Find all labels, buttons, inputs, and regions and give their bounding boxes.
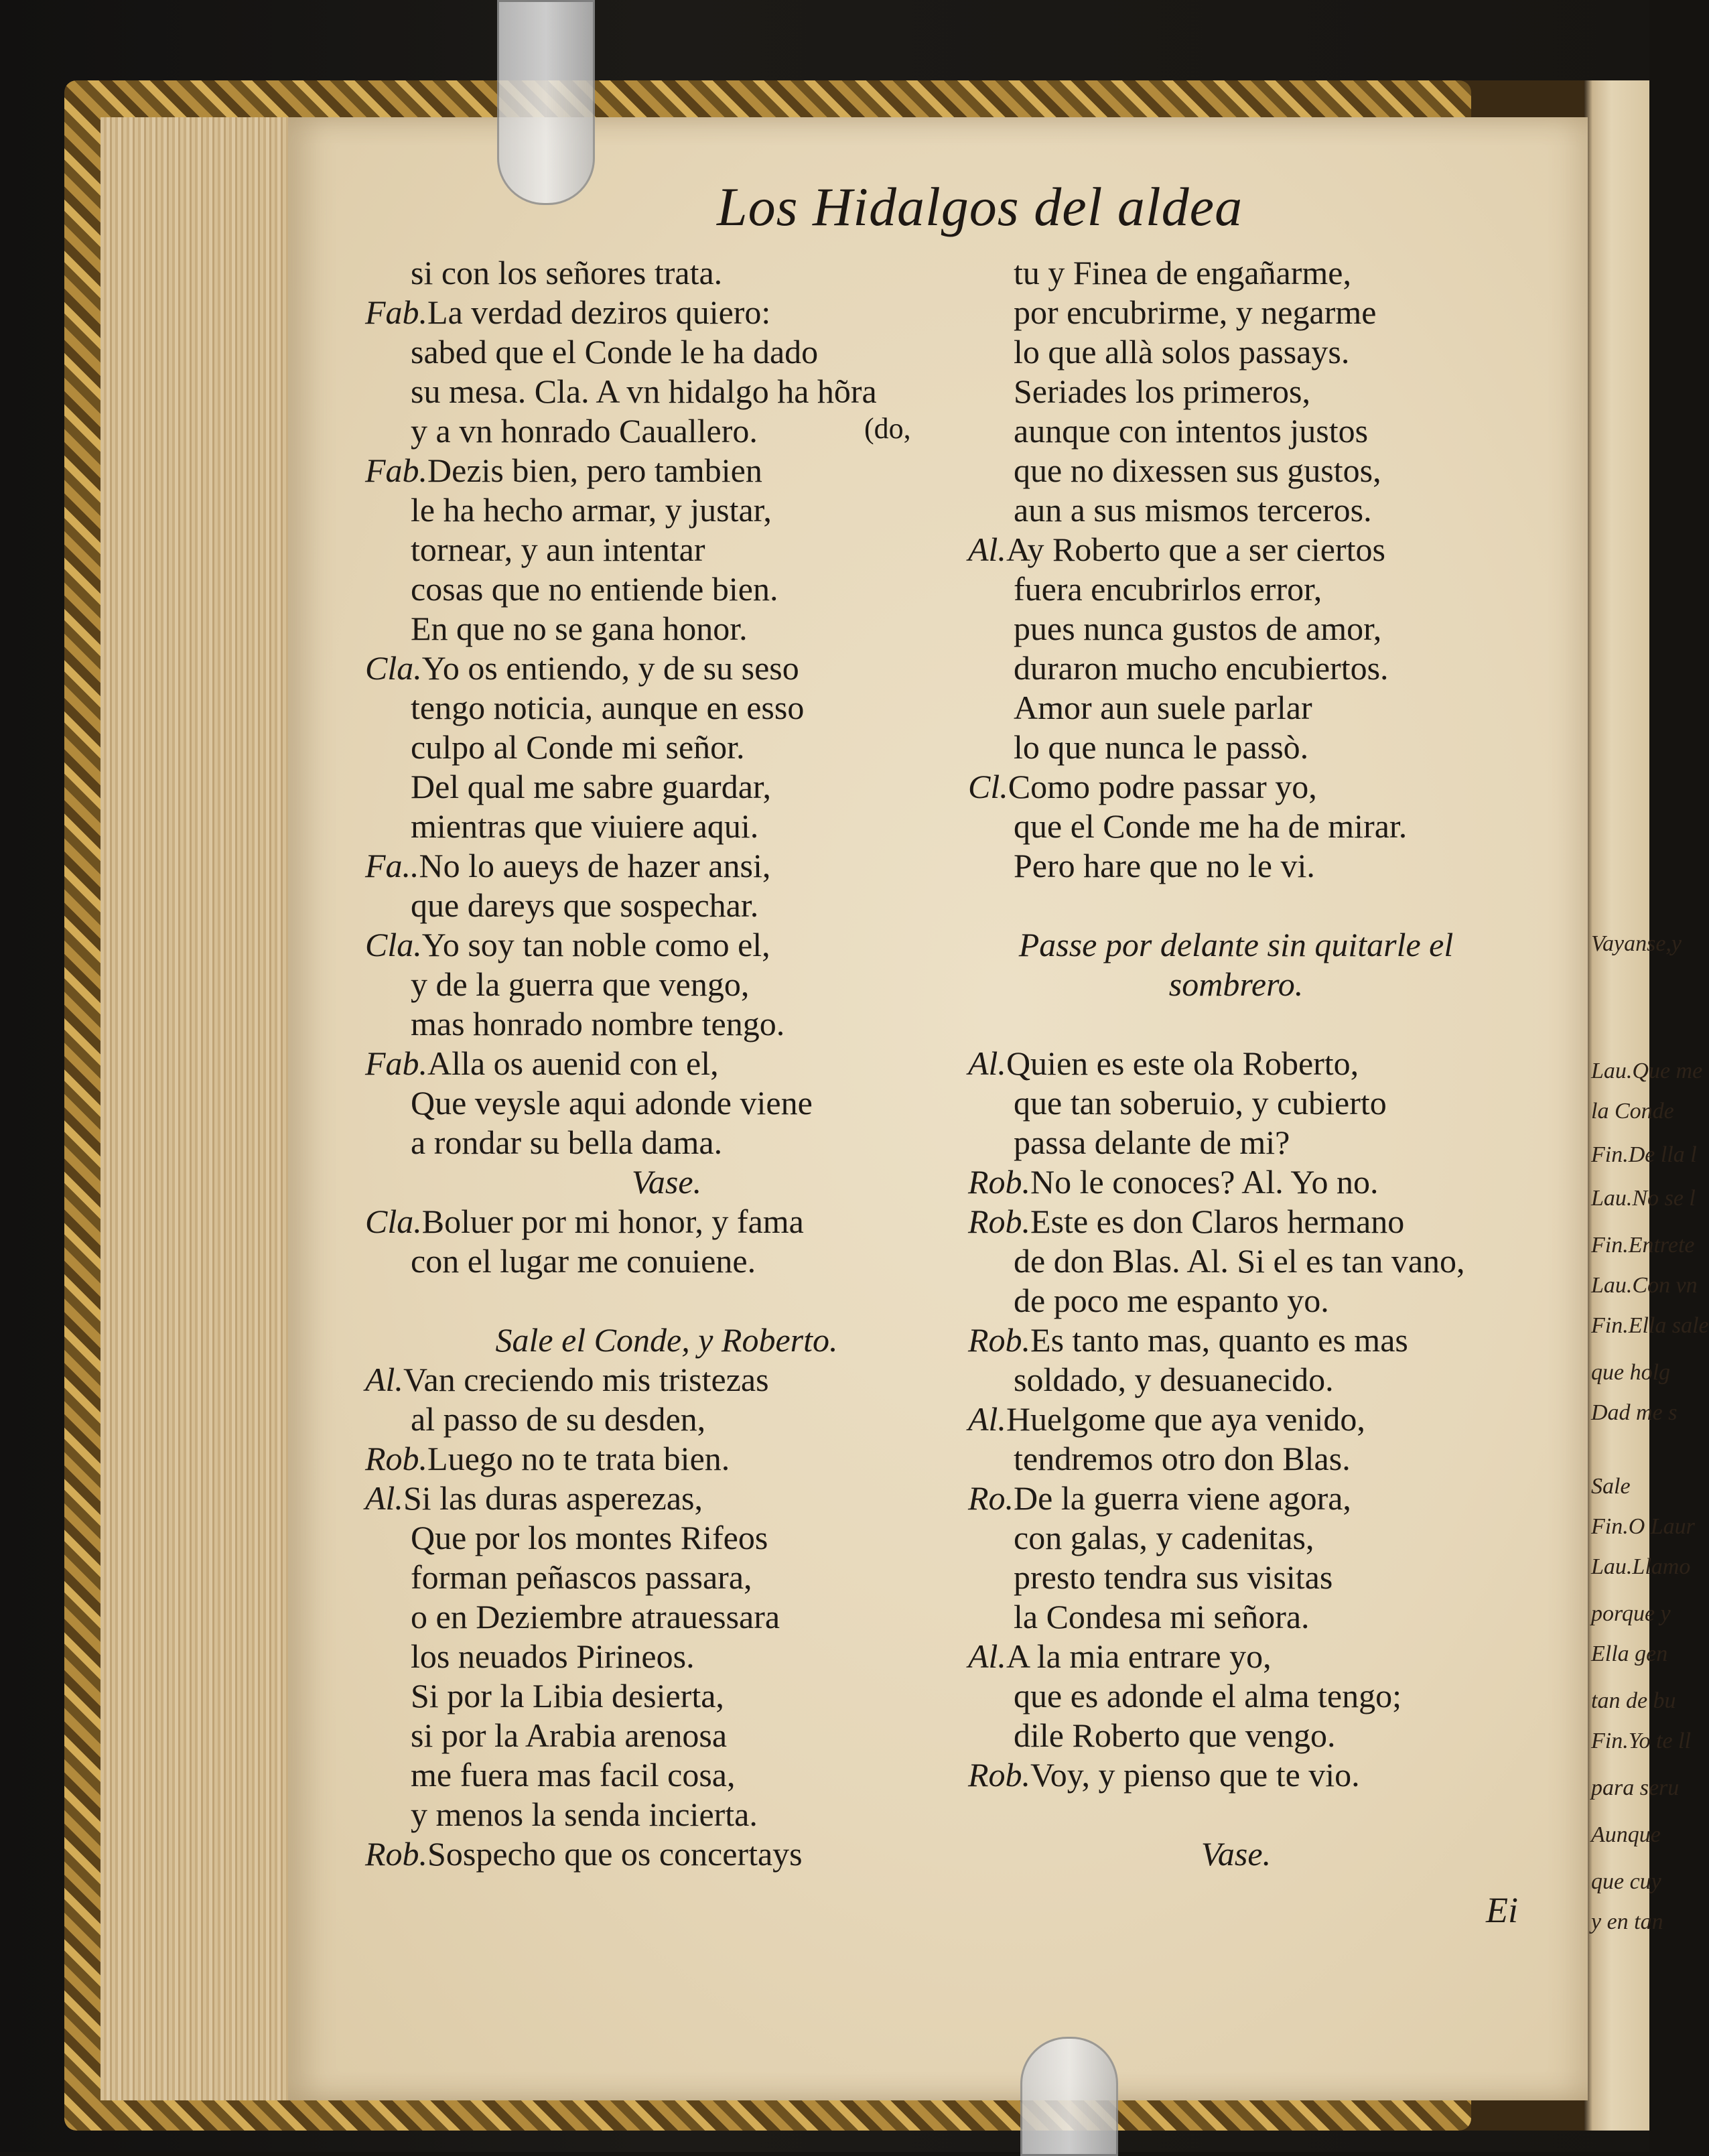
speaker-label: Al.	[365, 1479, 403, 1517]
next-page-fragment: Fin.Yo te ll	[1591, 1729, 1691, 1753]
speaker-label: Al.	[968, 1637, 1006, 1675]
verse-line: duraron mucho encubiertos.	[1014, 649, 1389, 687]
catchword: Ei	[1486, 1890, 1518, 1930]
verse-line: y a vn honrado Cauallero.	[411, 412, 758, 450]
verse-text: Este es don Claros hermano	[1030, 1203, 1405, 1240]
speaker-label: Al.	[968, 1045, 1006, 1082]
next-page-fragment: Fin.O Laur	[1591, 1514, 1695, 1539]
verse-line: de poco me espanto yo.	[1014, 1282, 1329, 1319]
verse-text: Boluer por mi honor, y fama	[421, 1203, 804, 1240]
speech-line	[365, 451, 968, 490]
verse-text: Voy, y pienso que te vio.	[1030, 1756, 1360, 1794]
verse-line: Pero hare que no le vi.	[1014, 847, 1315, 884]
next-page-fragment: porque y	[1591, 1601, 1671, 1626]
margin-mark: (do,	[864, 412, 911, 445]
speaker-label: Al.	[968, 531, 1006, 568]
verse-text: Dezis bien, pero tambien	[427, 452, 762, 489]
verse-line: soldado, y desuanecido.	[1014, 1361, 1334, 1398]
verse-text: Luego no te trata bien.	[427, 1440, 730, 1477]
next-page-fragment: que holg	[1591, 1360, 1671, 1385]
verse-line: sabed que el Conde le ha dado	[411, 333, 819, 370]
line-gap	[365, 1281, 968, 1321]
page-clip-top	[497, 0, 595, 205]
verse-text: Yo soy tan noble como el,	[421, 926, 770, 963]
verse-line: cosas que no entiende bien.	[411, 570, 778, 608]
next-page-fragment: Vayanse,y	[1591, 931, 1682, 956]
verse-line: a rondar su bella dama.	[411, 1124, 723, 1161]
speech-line	[365, 1360, 968, 1400]
speaker-label: Rob.	[968, 1321, 1031, 1359]
speech-line	[365, 293, 968, 332]
next-page-fragment: Dad me s	[1591, 1400, 1678, 1425]
verse-line: lo que nunca le passò.	[1014, 728, 1309, 766]
page-edges	[100, 117, 301, 2100]
next-page-fragment: Sale	[1591, 1474, 1631, 1499]
verse-line: y menos la senda incierta.	[411, 1796, 758, 1833]
speech-line	[365, 649, 968, 688]
stage-direction: Vase.	[631, 1163, 702, 1201]
verse-line: mas honrado nombre tengo.	[411, 1005, 785, 1042]
speech-line	[365, 1439, 968, 1479]
verse-line: dile Roberto que vengo.	[1014, 1716, 1336, 1754]
verse-line: mientras que viuiere aqui.	[411, 807, 759, 845]
speech-line	[365, 1202, 968, 1241]
speech-line	[968, 767, 1504, 807]
line-gap	[968, 886, 1504, 925]
verse-line: pues nunca gustos de amor,	[1014, 610, 1382, 647]
speaker-label: Rob.	[365, 1440, 428, 1477]
verse-line: si con los señores trata.	[411, 254, 723, 291]
verse-line: lo que allà solos passays.	[1014, 333, 1350, 370]
verse-text: Alla os auenid con el,	[427, 1045, 719, 1082]
speaker-label: Rob.	[968, 1203, 1031, 1240]
speaker-label: Al.	[365, 1361, 403, 1398]
verse-line: los neuados Pirineos.	[411, 1637, 695, 1675]
speech-line	[968, 1321, 1504, 1360]
verse-text: No le conoces? Al. Yo no.	[1030, 1163, 1379, 1201]
verse-line: con galas, y cadenitas,	[1014, 1519, 1314, 1556]
speech-line	[365, 1479, 968, 1518]
speaker-label: Rob.	[968, 1163, 1031, 1201]
verse-text: De la guerra viene agora,	[1014, 1479, 1351, 1517]
verse-line: tengo noticia, aunque en esso	[411, 689, 805, 726]
verse-line: Del qual me sabre guardar,	[411, 768, 772, 805]
verse-line: al passo de su desden,	[411, 1400, 706, 1438]
verse-line: que es adonde el alma tengo;	[1014, 1677, 1402, 1714]
speech-line	[365, 846, 968, 886]
verse-line: su mesa. Cla. A vn hidalgo ha hõra	[411, 373, 877, 410]
verse-line: Seriades los primeros,	[1014, 373, 1310, 410]
verse-text: Quien es este ola Roberto,	[1006, 1045, 1359, 1082]
verse-line: Si por la Libia desierta,	[411, 1677, 724, 1714]
right-column	[968, 253, 1504, 1874]
next-page-fragment: tan de bu	[1591, 1688, 1676, 1713]
next-page-fragment: Lau.No se l	[1591, 1186, 1696, 1211]
running-head: Los Hidalgos del aldea	[717, 176, 1243, 237]
speaker-label: Cl.	[968, 768, 1008, 805]
speaker-label: Al.	[968, 1400, 1006, 1438]
verse-line: que no dixessen sus gustos,	[1014, 452, 1381, 489]
next-page-fragment: y en tan	[1591, 1909, 1663, 1934]
speaker-label: Cla.	[365, 926, 422, 963]
verse-text: Como podre passar yo,	[1008, 768, 1317, 805]
speaker-label: Fa..	[365, 847, 419, 884]
verse-line: que tan soberuio, y cubierto	[1014, 1084, 1387, 1122]
verse-line: que dareys que sospechar.	[411, 886, 759, 924]
speech-line	[968, 1479, 1504, 1518]
verse-line: aun a sus mismos terceros.	[1014, 491, 1372, 529]
stage-direction: Sale el Conde, y Roberto.	[495, 1321, 838, 1359]
next-page-fragment: que cuy	[1591, 1869, 1661, 1894]
left-column	[365, 253, 968, 1874]
verse-line: y de la guerra que vengo,	[411, 965, 750, 1003]
stage-direction: Vase.	[1201, 1835, 1272, 1873]
next-page-fragment: Fin.Ella sale	[1591, 1313, 1709, 1338]
verse-text: Sospecho que os concertays	[427, 1835, 803, 1873]
page-clip-bottom	[1020, 2037, 1118, 2156]
verse-text: Es tanto mas, quanto es mas	[1030, 1321, 1408, 1359]
next-page-fragment: Aunque	[1591, 1822, 1661, 1847]
speech-line	[365, 1044, 968, 1083]
speaker-label: Fab.	[365, 293, 428, 331]
next-page-fragment: Fin.Entrete	[1591, 1233, 1695, 1258]
speaker-label: Fab.	[365, 452, 428, 489]
verse-line: passa delante de mi?	[1014, 1124, 1290, 1161]
next-page-fragment: la Conde	[1591, 1099, 1674, 1124]
verse-line: aunque con intentos justos	[1014, 412, 1369, 450]
verse-line: Que veysle aqui adonde viene	[411, 1084, 813, 1122]
verse-line: Que por los montes Rifeos	[411, 1519, 768, 1556]
next-page-fragment: para seru	[1591, 1775, 1680, 1800]
speech-line	[968, 1202, 1504, 1241]
verse-line: Amor aun suele parlar	[1014, 689, 1312, 726]
verse-line: tornear, y aun intentar	[411, 531, 705, 568]
verse-line: de don Blas. Al. Si el es tan vano,	[1014, 1242, 1465, 1280]
verse-text: Huelgome que aya venido,	[1006, 1400, 1365, 1438]
next-page-fragment: Lau.Que me	[1591, 1059, 1703, 1083]
verse-line: tu y Finea de engañarme,	[1014, 254, 1351, 291]
verse-line: por encubrirme, y negarme	[1014, 293, 1377, 331]
verse-line: que el Conde me ha de mirar.	[1014, 807, 1408, 845]
verse-text: No lo aueys de hazer ansi,	[419, 847, 771, 884]
verse-text: Yo os entiendo, y de su seso	[421, 649, 799, 687]
verse-text: Si las duras asperezas,	[403, 1479, 703, 1517]
verse-text: Van creciendo mis tristezas	[403, 1361, 769, 1398]
verse-line: presto tendra sus visitas	[1014, 1558, 1333, 1596]
stage-direction: Passe por delante sin quitarle el	[1018, 926, 1454, 963]
next-page-fragment: Ella gen	[1591, 1641, 1668, 1666]
verse-text: A la mia entrare yo,	[1006, 1637, 1272, 1675]
verse-line: la Condesa mi señora.	[1014, 1598, 1310, 1635]
speech-line	[968, 1400, 1504, 1439]
speaker-label: Rob.	[365, 1835, 428, 1873]
verse-text: Ay Roberto que a ser ciertos	[1006, 531, 1386, 568]
speech-line	[365, 1834, 968, 1874]
verse-line: culpo al Conde mi señor.	[411, 728, 745, 766]
speech-line	[365, 925, 968, 965]
verse-line: En que no se gana honor.	[411, 610, 748, 647]
next-page-fragment: Lau.Llamo	[1591, 1554, 1691, 1579]
stage-direction: sombrero.	[1168, 965, 1304, 1003]
speech-line	[968, 1755, 1504, 1795]
verse-text: La verdad deziros quiero:	[427, 293, 771, 331]
speech-line	[968, 1162, 1504, 1202]
speaker-label: Cla.	[365, 649, 422, 687]
speaker-label: Rob.	[968, 1756, 1031, 1794]
speaker-label: Ro.	[968, 1479, 1014, 1517]
speaker-label: Fab.	[365, 1045, 428, 1082]
verse-line: me fuera mas facil cosa,	[411, 1756, 736, 1794]
speech-line	[968, 1637, 1504, 1676]
line-gap	[968, 1795, 1504, 1834]
speaker-label: Cla.	[365, 1203, 422, 1240]
verse-line: o en Deziembre atrauessara	[411, 1598, 780, 1635]
verse-line: le ha hecho armar, y justar,	[411, 491, 772, 529]
line-gap	[968, 1004, 1504, 1044]
verse-line: forman peñascos passara,	[411, 1558, 752, 1596]
speech-line	[968, 1044, 1504, 1083]
verse-line: con el lugar me conuiene.	[411, 1242, 756, 1280]
next-page-fragment: Fin.De lla l	[1591, 1142, 1697, 1167]
next-page-fragment: Lau.Con vn	[1591, 1273, 1698, 1298]
speech-line	[968, 530, 1504, 569]
verse-line: tendremos otro don Blas.	[1014, 1440, 1351, 1477]
verse-line: fuera encubrirlos error,	[1014, 570, 1322, 608]
verse-line: si por la Arabia arenosa	[411, 1716, 728, 1754]
